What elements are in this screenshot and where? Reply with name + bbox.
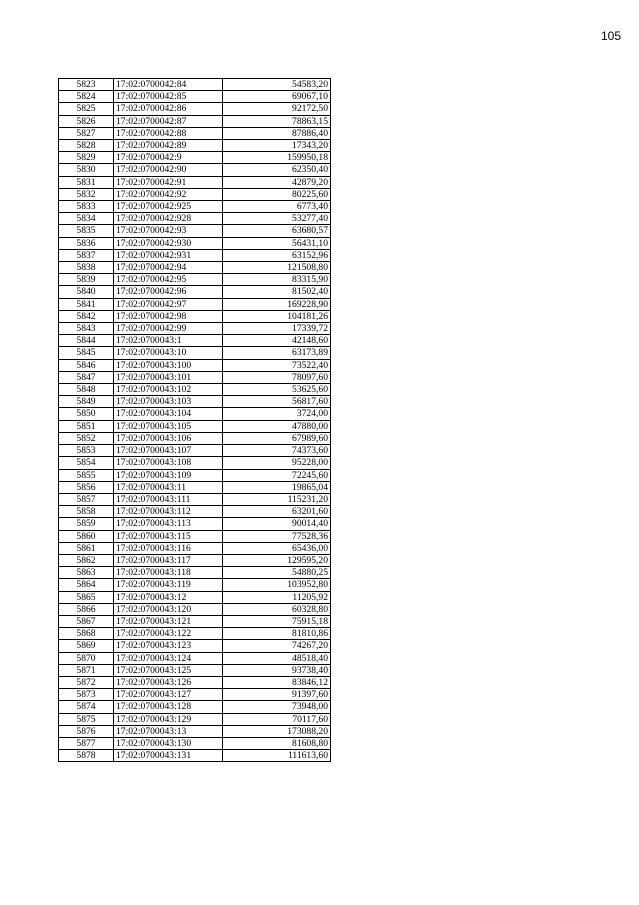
row-number-cell: 5877 bbox=[59, 737, 114, 749]
table-row bbox=[59, 127, 331, 139]
value-cell: 81810,86 bbox=[223, 628, 331, 640]
row-number-cell: 5860 bbox=[59, 530, 114, 542]
row-number-cell: 5842 bbox=[59, 310, 114, 322]
value-cell: 73522,40 bbox=[223, 359, 331, 371]
value-cell: 83846,12 bbox=[223, 676, 331, 688]
cadastral-number-cell: 17:02:0700043:128 bbox=[114, 701, 223, 713]
cadastral-number-cell: 17:02:0700042:85 bbox=[114, 91, 223, 103]
value-cell: 63173,89 bbox=[223, 347, 331, 359]
table-row bbox=[59, 140, 331, 152]
cadastral-number-cell: 17:02:0700043:116 bbox=[114, 542, 223, 554]
row-number-cell: 5843 bbox=[59, 323, 114, 335]
table-row bbox=[59, 579, 331, 591]
row-number-cell: 5846 bbox=[59, 359, 114, 371]
row-number-cell: 5861 bbox=[59, 542, 114, 554]
value-cell: 63152,96 bbox=[223, 249, 331, 261]
table-row bbox=[59, 530, 331, 542]
row-number-cell: 5833 bbox=[59, 201, 114, 213]
table-row bbox=[59, 152, 331, 164]
cadastral-number-cell: 17:02:0700042:91 bbox=[114, 176, 223, 188]
table-row bbox=[59, 591, 331, 603]
value-cell: 104181,26 bbox=[223, 310, 331, 322]
row-number-cell: 5826 bbox=[59, 115, 114, 127]
value-cell: 74267,20 bbox=[223, 640, 331, 652]
row-number-cell: 5866 bbox=[59, 603, 114, 615]
table-row bbox=[59, 420, 331, 432]
cadastral-number-cell: 17:02:0700043:113 bbox=[114, 518, 223, 530]
value-cell: 90014,40 bbox=[223, 518, 331, 530]
row-number-cell: 5878 bbox=[59, 750, 114, 762]
cadastral-number-cell: 17:02:0700042:95 bbox=[114, 274, 223, 286]
row-number-cell: 5876 bbox=[59, 725, 114, 737]
table-row bbox=[59, 323, 331, 335]
cadastral-number-cell: 17:02:0700043:10 bbox=[114, 347, 223, 359]
cadastral-number-cell: 17:02:0700043:1 bbox=[114, 335, 223, 347]
table-row bbox=[59, 518, 331, 530]
value-cell: 54583,20 bbox=[223, 79, 331, 91]
cadastral-number-cell: 17:02:0700043:125 bbox=[114, 664, 223, 676]
cadastral-number-cell: 17:02:0700042:925 bbox=[114, 201, 223, 213]
table-row bbox=[59, 481, 331, 493]
value-cell: 56817,60 bbox=[223, 396, 331, 408]
row-number-cell: 5873 bbox=[59, 689, 114, 701]
table-row bbox=[59, 237, 331, 249]
table-row bbox=[59, 750, 331, 762]
table-row bbox=[59, 713, 331, 725]
value-cell: 54880,25 bbox=[223, 567, 331, 579]
cadastral-number-cell: 17:02:0700042:98 bbox=[114, 310, 223, 322]
value-cell: 121508,80 bbox=[223, 262, 331, 274]
row-number-cell: 5840 bbox=[59, 286, 114, 298]
data-table bbox=[58, 78, 331, 762]
value-cell: 70117,60 bbox=[223, 713, 331, 725]
table-row bbox=[59, 396, 331, 408]
cadastral-number-cell: 17:02:0700043:105 bbox=[114, 420, 223, 432]
table-row bbox=[59, 286, 331, 298]
row-number-cell: 5852 bbox=[59, 432, 114, 444]
row-number-cell: 5844 bbox=[59, 335, 114, 347]
value-cell: 67989,60 bbox=[223, 432, 331, 444]
cadastral-number-cell: 17:02:0700042:86 bbox=[114, 103, 223, 115]
row-number-cell: 5858 bbox=[59, 506, 114, 518]
value-cell: 111613,60 bbox=[223, 750, 331, 762]
row-number-cell: 5847 bbox=[59, 371, 114, 383]
cadastral-number-cell: 17:02:0700043:130 bbox=[114, 737, 223, 749]
value-cell: 87886,40 bbox=[223, 127, 331, 139]
row-number-cell: 5831 bbox=[59, 176, 114, 188]
value-cell: 83315,90 bbox=[223, 274, 331, 286]
table-row bbox=[59, 603, 331, 615]
value-cell: 17343,20 bbox=[223, 140, 331, 152]
cadastral-number-cell: 17:02:0700043:11 bbox=[114, 481, 223, 493]
cadastral-number-cell: 17:02:0700042:9 bbox=[114, 152, 223, 164]
row-number-cell: 5857 bbox=[59, 493, 114, 505]
row-number-cell: 5871 bbox=[59, 664, 114, 676]
cadastral-number-cell: 17:02:0700043:119 bbox=[114, 579, 223, 591]
value-cell: 78863,15 bbox=[223, 115, 331, 127]
table-row bbox=[59, 725, 331, 737]
table-row bbox=[59, 103, 331, 115]
table-row bbox=[59, 506, 331, 518]
cadastral-number-cell: 17:02:0700043:104 bbox=[114, 408, 223, 420]
row-number-cell: 5834 bbox=[59, 213, 114, 225]
table-row bbox=[59, 493, 331, 505]
table-row bbox=[59, 445, 331, 457]
cadastral-number-cell: 17:02:0700042:93 bbox=[114, 225, 223, 237]
value-cell: 75915,18 bbox=[223, 615, 331, 627]
table-row bbox=[59, 701, 331, 713]
row-number-cell: 5865 bbox=[59, 591, 114, 603]
cadastral-number-cell: 17:02:0700042:87 bbox=[114, 115, 223, 127]
value-cell: 60328,80 bbox=[223, 603, 331, 615]
row-number-cell: 5864 bbox=[59, 579, 114, 591]
value-cell: 78097,60 bbox=[223, 371, 331, 383]
table-row bbox=[59, 225, 331, 237]
row-number-cell: 5823 bbox=[59, 79, 114, 91]
value-cell: 81608,80 bbox=[223, 737, 331, 749]
row-number-cell: 5874 bbox=[59, 701, 114, 713]
cadastral-number-cell: 17:02:0700043:122 bbox=[114, 628, 223, 640]
value-cell: 63680,57 bbox=[223, 225, 331, 237]
value-cell: 103952,80 bbox=[223, 579, 331, 591]
value-cell: 56431,10 bbox=[223, 237, 331, 249]
table-row bbox=[59, 188, 331, 200]
cadastral-number-cell: 17:02:0700042:97 bbox=[114, 298, 223, 310]
table-row bbox=[59, 359, 331, 371]
row-number-cell: 5853 bbox=[59, 445, 114, 457]
value-cell: 63201,60 bbox=[223, 506, 331, 518]
value-cell: 11205,92 bbox=[223, 591, 331, 603]
table-row bbox=[59, 274, 331, 286]
cadastral-number-cell: 17:02:0700043:121 bbox=[114, 615, 223, 627]
value-cell: 6773,40 bbox=[223, 201, 331, 213]
table-row bbox=[59, 213, 331, 225]
table-row bbox=[59, 371, 331, 383]
cadastral-number-cell: 17:02:0700042:931 bbox=[114, 249, 223, 261]
row-number-cell: 5854 bbox=[59, 457, 114, 469]
table-body bbox=[59, 79, 331, 762]
row-number-cell: 5856 bbox=[59, 481, 114, 493]
table-row bbox=[59, 554, 331, 566]
row-number-cell: 5829 bbox=[59, 152, 114, 164]
cadastral-number-cell: 17:02:0700043:112 bbox=[114, 506, 223, 518]
cadastral-number-cell: 17:02:0700042:96 bbox=[114, 286, 223, 298]
value-cell: 42879,20 bbox=[223, 176, 331, 188]
table-row bbox=[59, 164, 331, 176]
cadastral-number-cell: 17:02:0700043:123 bbox=[114, 640, 223, 652]
table-row bbox=[59, 176, 331, 188]
table-row bbox=[59, 469, 331, 481]
row-number-cell: 5848 bbox=[59, 384, 114, 396]
page-number: 105 bbox=[600, 29, 621, 43]
table-row bbox=[59, 91, 331, 103]
table-row bbox=[59, 457, 331, 469]
cadastral-number-cell: 17:02:0700043:117 bbox=[114, 554, 223, 566]
value-cell: 159950,18 bbox=[223, 152, 331, 164]
cadastral-number-cell: 17:02:0700042:88 bbox=[114, 127, 223, 139]
cadastral-number-cell: 17:02:0700043:103 bbox=[114, 396, 223, 408]
value-cell: 53625,60 bbox=[223, 384, 331, 396]
row-number-cell: 5830 bbox=[59, 164, 114, 176]
table-row bbox=[59, 79, 331, 91]
row-number-cell: 5841 bbox=[59, 298, 114, 310]
table-row bbox=[59, 115, 331, 127]
row-number-cell: 5832 bbox=[59, 188, 114, 200]
value-cell: 65436,00 bbox=[223, 542, 331, 554]
row-number-cell: 5875 bbox=[59, 713, 114, 725]
table-row bbox=[59, 615, 331, 627]
row-number-cell: 5868 bbox=[59, 628, 114, 640]
row-number-cell: 5849 bbox=[59, 396, 114, 408]
cadastral-number-cell: 17:02:0700043:111 bbox=[114, 493, 223, 505]
table-row bbox=[59, 640, 331, 652]
row-number-cell: 5836 bbox=[59, 237, 114, 249]
value-cell: 169228,90 bbox=[223, 298, 331, 310]
value-cell: 73948,00 bbox=[223, 701, 331, 713]
row-number-cell: 5851 bbox=[59, 420, 114, 432]
row-number-cell: 5867 bbox=[59, 615, 114, 627]
value-cell: 3724,00 bbox=[223, 408, 331, 420]
cadastral-number-cell: 17:02:0700043:100 bbox=[114, 359, 223, 371]
cadastral-number-cell: 17:02:0700043:115 bbox=[114, 530, 223, 542]
cadastral-number-cell: 17:02:0700042:84 bbox=[114, 79, 223, 91]
table-row bbox=[59, 408, 331, 420]
cadastral-number-cell: 17:02:0700043:101 bbox=[114, 371, 223, 383]
value-cell: 129595,20 bbox=[223, 554, 331, 566]
table-row bbox=[59, 262, 331, 274]
cadastral-number-cell: 17:02:0700043:107 bbox=[114, 445, 223, 457]
row-number-cell: 5870 bbox=[59, 652, 114, 664]
table-row bbox=[59, 652, 331, 664]
table-row bbox=[59, 335, 331, 347]
value-cell: 48518,40 bbox=[223, 652, 331, 664]
cadastral-number-cell: 17:02:0700043:124 bbox=[114, 652, 223, 664]
row-number-cell: 5855 bbox=[59, 469, 114, 481]
row-number-cell: 5835 bbox=[59, 225, 114, 237]
table-row bbox=[59, 542, 331, 554]
value-cell: 17339,72 bbox=[223, 323, 331, 335]
row-number-cell: 5827 bbox=[59, 127, 114, 139]
cadastral-number-cell: 17:02:0700042:90 bbox=[114, 164, 223, 176]
value-cell: 91397,60 bbox=[223, 689, 331, 701]
table-row bbox=[59, 567, 331, 579]
value-cell: 173088,20 bbox=[223, 725, 331, 737]
row-number-cell: 5872 bbox=[59, 676, 114, 688]
value-cell: 72245,60 bbox=[223, 469, 331, 481]
table-row bbox=[59, 310, 331, 322]
cadastral-number-cell: 17:02:0700043:102 bbox=[114, 384, 223, 396]
value-cell: 74373,60 bbox=[223, 445, 331, 457]
row-number-cell: 5863 bbox=[59, 567, 114, 579]
table-row bbox=[59, 201, 331, 213]
cadastral-number-cell: 17:02:0700043:12 bbox=[114, 591, 223, 603]
cadastral-number-cell: 17:02:0700043:109 bbox=[114, 469, 223, 481]
table-row bbox=[59, 676, 331, 688]
value-cell: 77528,36 bbox=[223, 530, 331, 542]
row-number-cell: 5859 bbox=[59, 518, 114, 530]
value-cell: 80225,60 bbox=[223, 188, 331, 200]
table-row bbox=[59, 249, 331, 261]
cadastral-number-cell: 17:02:0700042:99 bbox=[114, 323, 223, 335]
cadastral-number-cell: 17:02:0700042:930 bbox=[114, 237, 223, 249]
value-cell: 47880,00 bbox=[223, 420, 331, 432]
cadastral-number-cell: 17:02:0700042:94 bbox=[114, 262, 223, 274]
value-cell: 115231,20 bbox=[223, 493, 331, 505]
value-cell: 53277,40 bbox=[223, 213, 331, 225]
table-row bbox=[59, 347, 331, 359]
table-row bbox=[59, 432, 331, 444]
row-number-cell: 5828 bbox=[59, 140, 114, 152]
table-row bbox=[59, 689, 331, 701]
value-cell: 93738,40 bbox=[223, 664, 331, 676]
row-number-cell: 5850 bbox=[59, 408, 114, 420]
row-number-cell: 5825 bbox=[59, 103, 114, 115]
cadastral-number-cell: 17:02:0700042:92 bbox=[114, 188, 223, 200]
table-row bbox=[59, 628, 331, 640]
cadastral-number-cell: 17:02:0700042:928 bbox=[114, 213, 223, 225]
value-cell: 62350,40 bbox=[223, 164, 331, 176]
cadastral-number-cell: 17:02:0700043:131 bbox=[114, 750, 223, 762]
value-cell: 81502,40 bbox=[223, 286, 331, 298]
cadastral-number-cell: 17:02:0700043:118 bbox=[114, 567, 223, 579]
value-cell: 42148,60 bbox=[223, 335, 331, 347]
row-number-cell: 5838 bbox=[59, 262, 114, 274]
table-row bbox=[59, 664, 331, 676]
cadastral-number-cell: 17:02:0700043:13 bbox=[114, 725, 223, 737]
cadastral-number-cell: 17:02:0700043:126 bbox=[114, 676, 223, 688]
row-number-cell: 5845 bbox=[59, 347, 114, 359]
value-cell: 19865,04 bbox=[223, 481, 331, 493]
cadastral-number-cell: 17:02:0700043:127 bbox=[114, 689, 223, 701]
row-number-cell: 5839 bbox=[59, 274, 114, 286]
table-row bbox=[59, 384, 331, 396]
cadastral-number-cell: 17:02:0700043:120 bbox=[114, 603, 223, 615]
cadastral-number-cell: 17:02:0700043:106 bbox=[114, 432, 223, 444]
value-cell: 95228,00 bbox=[223, 457, 331, 469]
cadastral-number-cell: 17:02:0700042:89 bbox=[114, 140, 223, 152]
row-number-cell: 5824 bbox=[59, 91, 114, 103]
row-number-cell: 5869 bbox=[59, 640, 114, 652]
table-row bbox=[59, 737, 331, 749]
cadastral-number-cell: 17:02:0700043:108 bbox=[114, 457, 223, 469]
row-number-cell: 5862 bbox=[59, 554, 114, 566]
table-row bbox=[59, 298, 331, 310]
cadastral-number-cell: 17:02:0700043:129 bbox=[114, 713, 223, 725]
row-number-cell: 5837 bbox=[59, 249, 114, 261]
value-cell: 92172,50 bbox=[223, 103, 331, 115]
value-cell: 69067,10 bbox=[223, 91, 331, 103]
